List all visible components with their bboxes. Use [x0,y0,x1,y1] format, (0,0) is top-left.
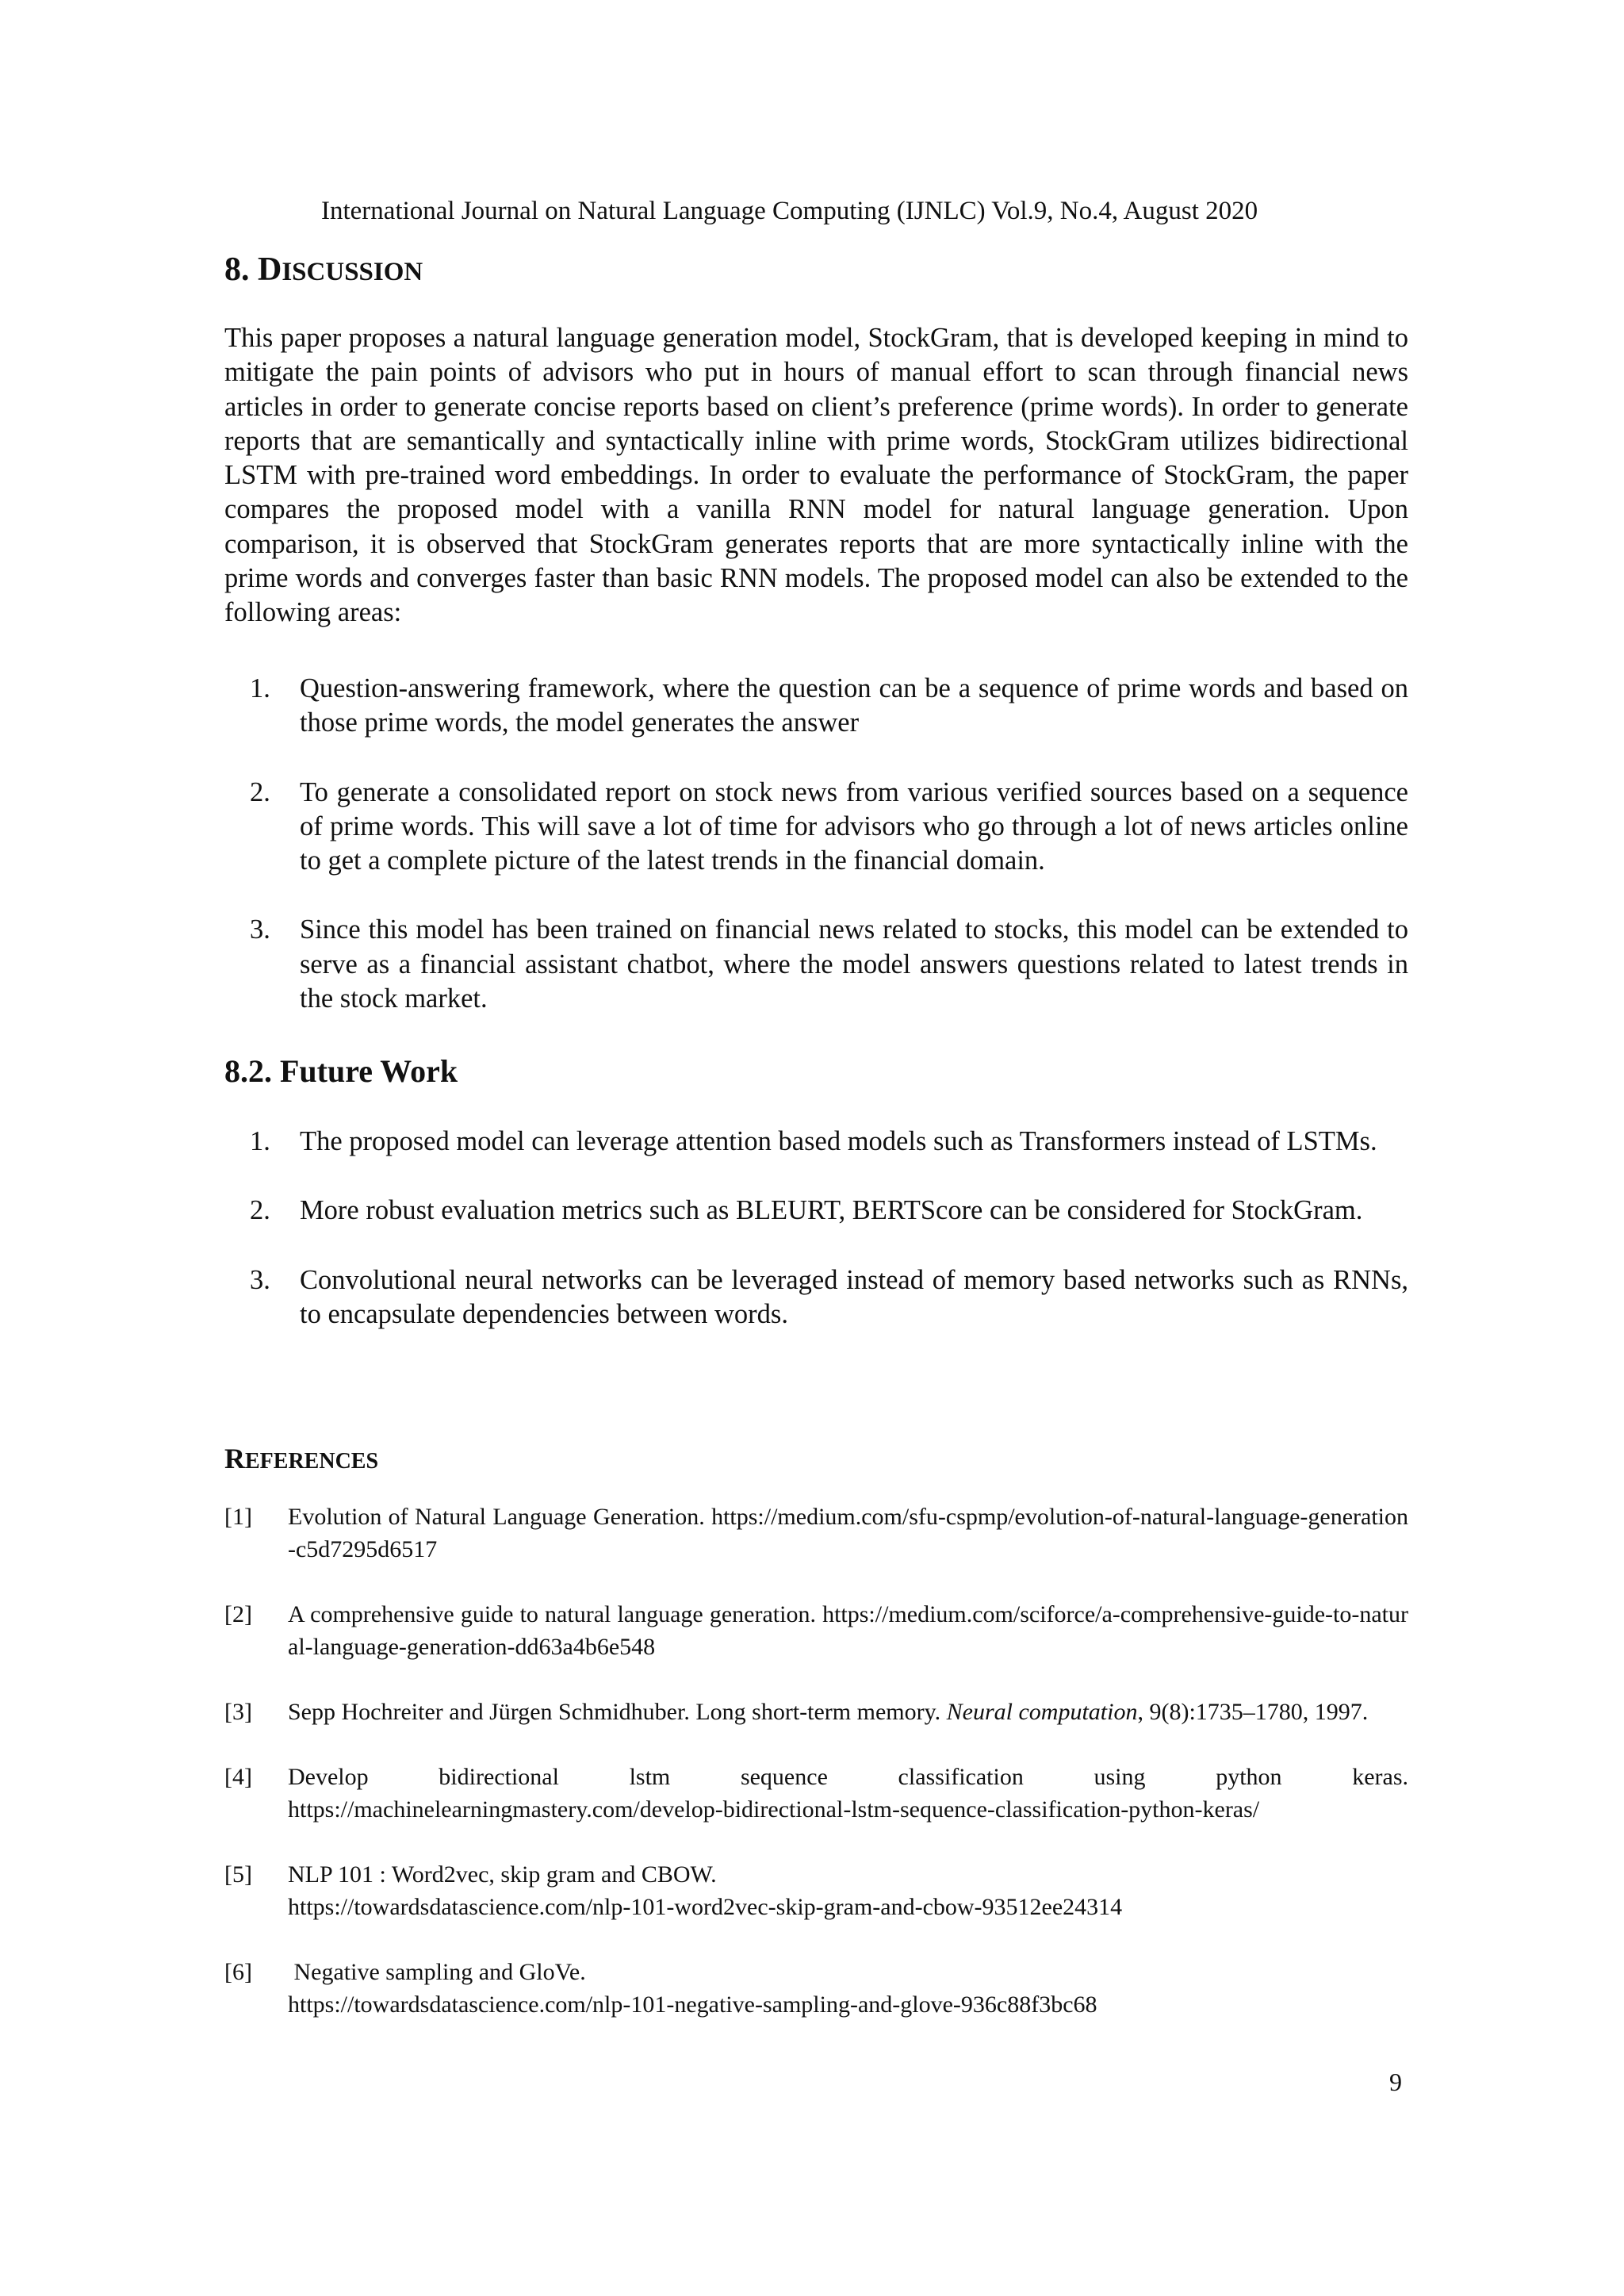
discussion-paragraph: This paper proposes a natural language generation model, StockGram, that is developed keeping in mind to mitigate the pain points of advisors who put in hours of manual effort to scan through financial news articles in order to generate concise reports based on client’s preference (prime words). In order to generate reports that are semantically and syntactically inline with prime words, StockGram utilizes bidirectional LSTM with pre-trained word embeddings. In order to evaluate the performance of StockGram, the paper compares the proposed model with a vanilla RNN model for natural language generation. Upon comparison, it is observed that StockGram generates reports that are more syntactically inline with the prime words and converges faster than basic RNN models. The proposed model can also be extended to the following areas: [224,323,1408,628]
list-text: More robust evaluation metrics such as BLEURT, BERTScore can be considered for StockGram. [300,1195,1363,1226]
extension-list [224,672,1408,1016]
reference-link[interactable]: https://towardsdatascience.com/nlp-101-negative-sampling-and-glove-936c88f3bc68 [288,1991,1097,2018]
reference-number: [1] [224,1504,252,1530]
list-item [224,913,1408,1016]
list-text: The proposed model can leverage attention based models such as Transformers instead of LSTMs. [300,1126,1377,1156]
running-header: International Journal on Natural Language Computing (IJNLC) Vol.9, No.4, August 2020 [321,197,1258,225]
list-text: To generate a consolidated report on stock news from various verified sources based on a sequence of prime words. This will save a lot of time for advisors who go through a lot of news articles online to get a complete picture of the latest trends in the financial domain. [300,776,1408,876]
reference-item [224,1858,1408,1923]
list-number: 1. [250,1126,270,1156]
list-text: Since this model has been trained on financial news related to stocks, this model can be extended to serve as a financial assistant chatbot, where the model answers questions related to latest trends in the stock market. [300,914,1408,1014]
reference-text: A comprehensive guide to natural language generation. https://medium.com/sciforce/a-comprehensive-guide-to-natural-language-generation-dd63a4b6e548 [288,1601,1408,1660]
section-title: DISCUSSION [258,251,423,288]
list-number: 3. [250,914,270,945]
future-work-heading: 8.2. Future Work [224,1053,458,1089]
references-heading: REFERENCES [224,1443,379,1474]
reference-journal: Neural computation [946,1699,1138,1725]
list-item [224,1125,1408,1159]
reference-title: NLP 101 : Word2vec, skip gram and CBOW. [288,1861,717,1888]
reference-text: , 9(8):1735–1780, 1997. [1137,1699,1369,1725]
reference-number: [2] [224,1601,252,1627]
list-text: Question-answering framework, where the question can be a sequence of prime words and based on those prime words, the model generates the answer [300,673,1408,738]
list-item [224,672,1408,741]
section-heading-discussion [224,247,423,294]
reference-title: Negative sampling and GloVe. [288,1959,586,1985]
future-work-list [224,1125,1408,1332]
reference-item [224,1956,1408,2021]
list-number: 2. [250,776,270,807]
reference-item [224,1696,1408,1728]
reference-number: [3] [224,1699,252,1725]
reference-item [224,1761,1408,1826]
reference-title: Develop bidirectional lstm sequence classification using python keras. [288,1764,1408,1790]
reference-link[interactable]: https://machinelearningmastery.com/develop-bidirectional-lstm-sequence-classification-python-keras/ [288,1796,1260,1823]
reference-item [224,1501,1408,1566]
section-number: 8. [224,251,250,288]
reference-item [224,1598,1408,1663]
list-number: 2. [250,1195,270,1226]
reference-text: Sepp Hochreiter and Jürgen Schmidhuber. Long short-term memory. [288,1699,947,1725]
reference-number: [6] [224,1959,252,1985]
list-number: 3. [250,1264,270,1295]
list-item [224,1194,1408,1228]
reference-text: Evolution of Natural Language Generation. https://medium.com/sfu-cspmp/evolution-of-natural-language-generation-c5d7295d6517 [288,1504,1408,1562]
reference-number: [5] [224,1861,252,1888]
list-item [224,1263,1408,1332]
reference-list [224,1501,1408,2021]
page-number: 9 [1389,2068,1402,2096]
reference-link[interactable]: https://towardsdatascience.com/nlp-101-word2vec-skip-gram-and-cbow-93512ee24314 [288,1894,1123,1920]
list-text: Convolutional neural networks can be leveraged instead of memory based networks such as RNNs, to encapsulate dependencies between words. [300,1264,1408,1329]
reference-number: [4] [224,1764,252,1790]
list-item [224,776,1408,879]
list-number: 1. [250,673,270,703]
